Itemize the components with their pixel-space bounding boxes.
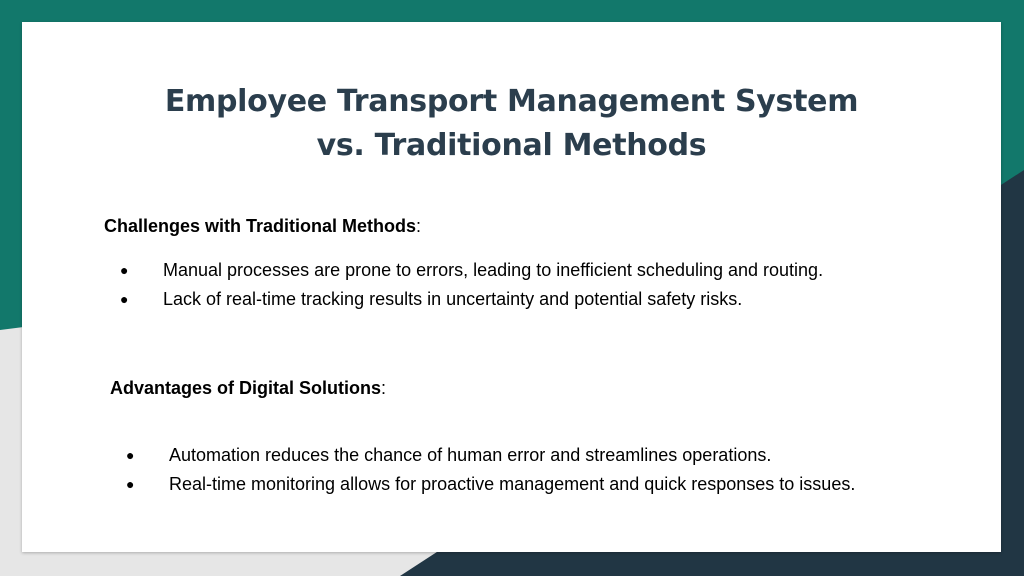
list-item xyxy=(112,285,872,314)
bullet-icon: ● xyxy=(120,291,129,307)
section-heading-colon: : xyxy=(381,378,387,398)
section-heading-colon: : xyxy=(416,216,422,236)
slide-title-line-1: Employee Transport Management System xyxy=(164,84,859,119)
list-item xyxy=(118,441,878,470)
slide-card xyxy=(22,22,1001,552)
section-heading-challenges xyxy=(104,215,421,237)
list-item-text: Automation reduces the chance of human error and streamlines operations. xyxy=(169,445,772,465)
advantages-list xyxy=(118,441,878,499)
slide-title-line-2: vs. Traditional Methods xyxy=(316,128,707,163)
slide-title xyxy=(22,80,1001,168)
bullet-icon: ● xyxy=(120,262,129,278)
challenges-list xyxy=(112,256,872,314)
list-item-text: Real-time monitoring allows for proactive management and quick responses to issues. xyxy=(169,474,856,494)
bullet-icon: ● xyxy=(126,447,135,463)
section-heading-advantages xyxy=(110,377,386,399)
list-item xyxy=(112,256,872,285)
list-item-text: Manual processes are prone to errors, leading to inefficient scheduling and routing. xyxy=(163,260,824,280)
list-item-text: Lack of real-time tracking results in uncertainty and potential safety risks. xyxy=(163,289,743,309)
section-heading-text: Challenges with Traditional Methods xyxy=(104,216,417,236)
bullet-icon: ● xyxy=(126,476,135,492)
list-item xyxy=(118,470,878,499)
section-heading-text: Advantages of Digital Solutions xyxy=(110,378,382,398)
